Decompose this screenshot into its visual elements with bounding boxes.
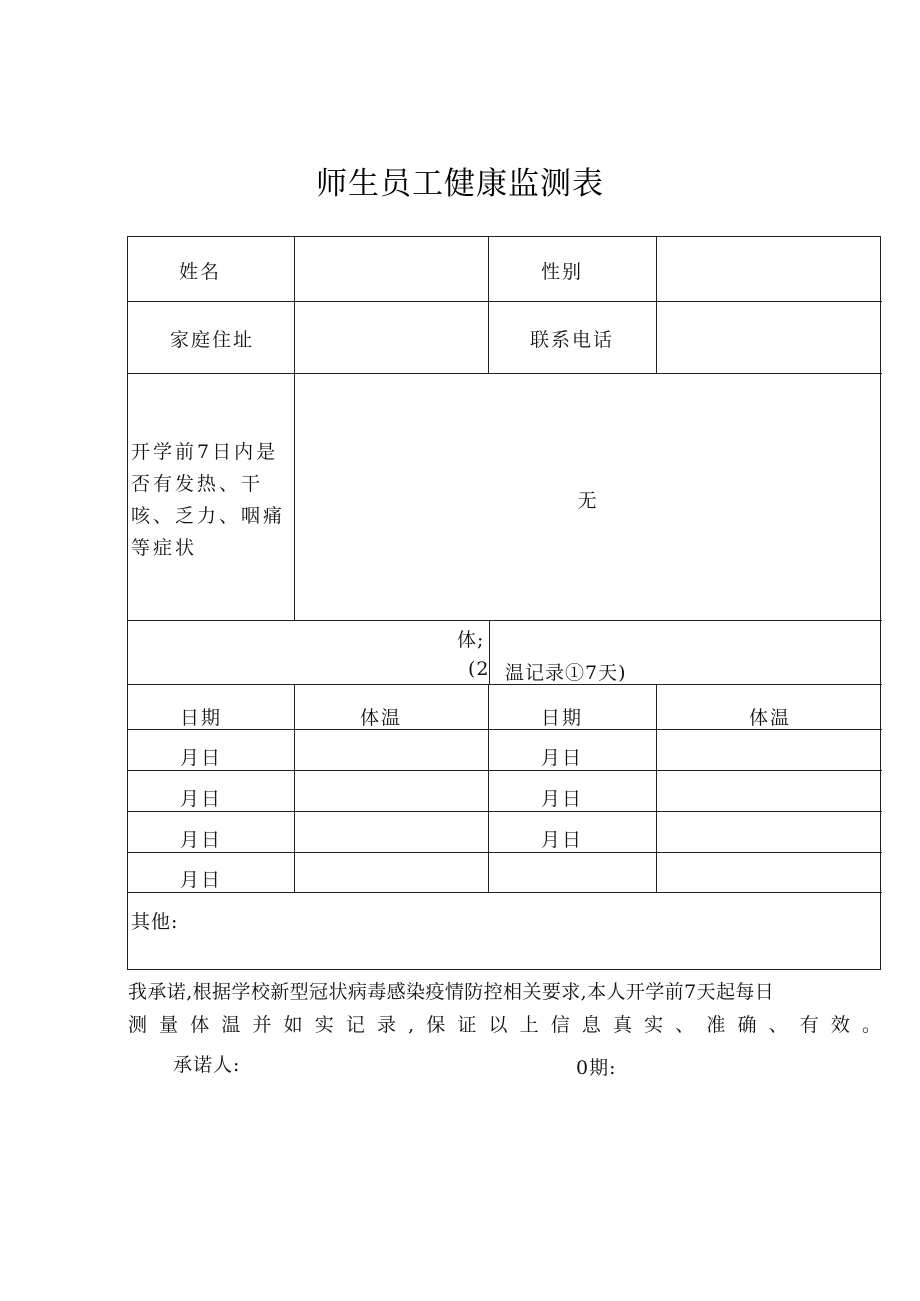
temperature-header: 体温 <box>748 707 792 729</box>
heading-fragment-a: 体; <box>457 629 485 651</box>
temperature-record-heading: 温记录①7天) <box>505 662 627 684</box>
table-row-date: 月日 <box>540 829 584 851</box>
table-row-date: 月日 <box>179 747 223 769</box>
symptom-question: 开学前7日内是否有发热、干咳、乏力、咽痛等症状 <box>131 441 286 559</box>
pledge-line-1: 我承诺,根据学校新型冠状病毒感染疫情防控相关要求,本人开学前7天起每日 <box>128 981 775 1003</box>
table-row-date: 月日 <box>540 747 584 769</box>
date-label: 0期: <box>576 1057 617 1079</box>
address-label: 家庭住址 <box>169 329 255 351</box>
temperature-header: 体温 <box>359 707 403 729</box>
name-label: 姓名 <box>178 261 222 283</box>
symptom-answer: 无 <box>577 490 599 512</box>
pledge-line-2: 测量体温并如实记录,保证以上信息真实、准确、有效。 <box>128 1014 883 1036</box>
gender-label: 性别 <box>540 261 584 283</box>
date-header: 日期 <box>540 707 584 729</box>
phone-label: 联系电话 <box>529 329 615 351</box>
heading-fragment-b: (2 <box>468 658 490 680</box>
date-header: 日期 <box>179 707 223 729</box>
other-label: 其他: <box>131 911 179 933</box>
table-row-date: 月日 <box>179 788 223 810</box>
table-row-date: 月日 <box>179 829 223 851</box>
table-row-date: 月日 <box>179 869 223 891</box>
page-title: 师生员工健康监测表 <box>316 166 604 202</box>
table-row-date: 月日 <box>540 788 584 810</box>
health-monitoring-form <box>127 236 881 970</box>
signer-label: 承诺人: <box>173 1054 241 1076</box>
